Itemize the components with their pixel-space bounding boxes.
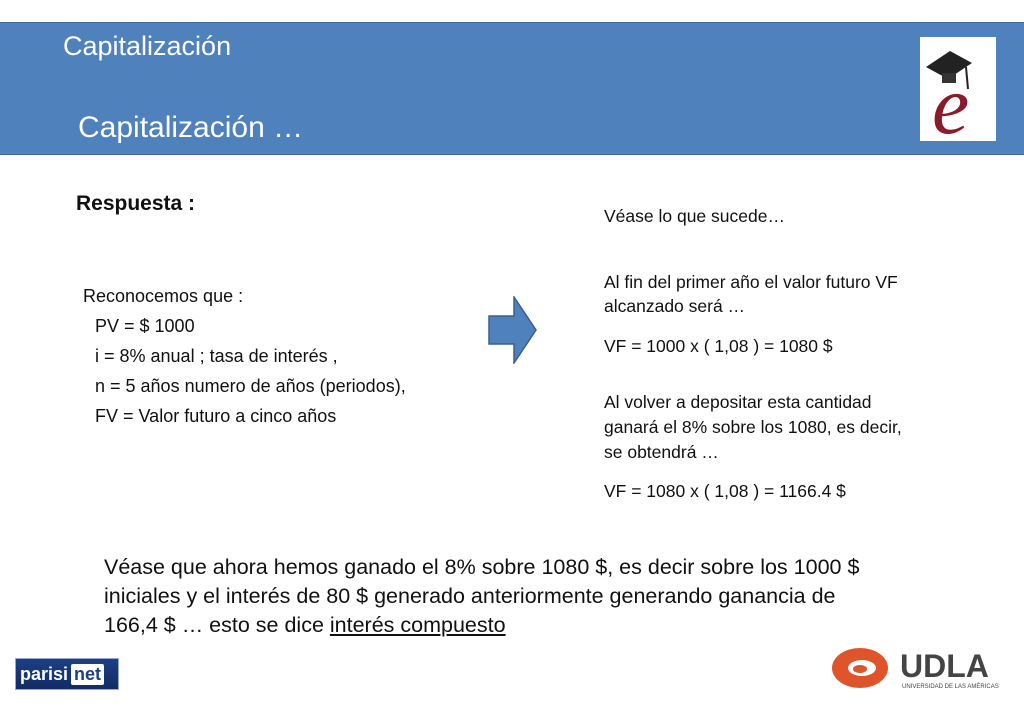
slide-title: Capitalización …	[78, 111, 304, 144]
year1-text-line: Al fin del primer año el valor futuro VF	[604, 272, 898, 292]
given-item: i = 8% anual ; tasa de interés ,	[95, 346, 338, 366]
udla-wordmark: UDLA	[900, 648, 989, 684]
parisi-word: parisi	[20, 663, 69, 684]
year2-text-line: Al volver a depositar esta cantidad	[604, 392, 872, 412]
conclusion-paragraph	[104, 553, 964, 640]
udla-subtitle: UNIVERSIDAD DE LAS AMÉRICAS	[902, 684, 999, 690]
given-values-block	[83, 281, 406, 431]
right-intro: Véase lo que sucede…	[604, 206, 785, 226]
year1-text-line: alcanzado será …	[604, 296, 746, 316]
formula-year2: VF = 1080 x ( 1,08 ) = 1166.4 $	[604, 481, 846, 501]
slide-header-band	[0, 22, 1024, 155]
udla-logo	[830, 644, 1010, 694]
formula-year1: VF = 1000 x ( 1,08 ) = 1080 $	[604, 336, 833, 356]
compound-interest-term: interés compuesto	[329, 613, 506, 637]
graduation-cap-e-icon	[920, 37, 996, 141]
logo-e-letter: e	[932, 59, 970, 141]
right-arrow-icon	[488, 296, 538, 364]
year2-text-line: se obtendrá …	[604, 442, 719, 462]
conclusion-line-text: 166,4 $ … esto se dice	[104, 613, 330, 637]
conclusion-line: Véase que ahora hemos ganado el 8% sobre 1080 $, es decir sobre los 1000 $	[104, 555, 860, 579]
given-item: n = 5 años numero de años (periodos),	[95, 376, 406, 396]
answer-heading: Respuesta :	[76, 192, 196, 215]
given-item: PV = $ 1000	[95, 316, 195, 336]
conclusion-line	[104, 611, 964, 640]
year2-text-line: ganará el 8% sobre los 1080, es decir,	[604, 417, 902, 437]
e-learning-logo	[920, 37, 996, 141]
given-intro: Reconocemos que :	[83, 286, 244, 306]
conclusion-line: iniciales y el interés de 80 $ generado anteriormente generando ganancia de	[104, 584, 836, 608]
header-title: Capitalización	[63, 31, 232, 61]
parisinet-logo	[15, 658, 119, 690]
net-word: net	[71, 664, 104, 685]
given-item: FV = Valor futuro a cinco años	[95, 406, 337, 426]
